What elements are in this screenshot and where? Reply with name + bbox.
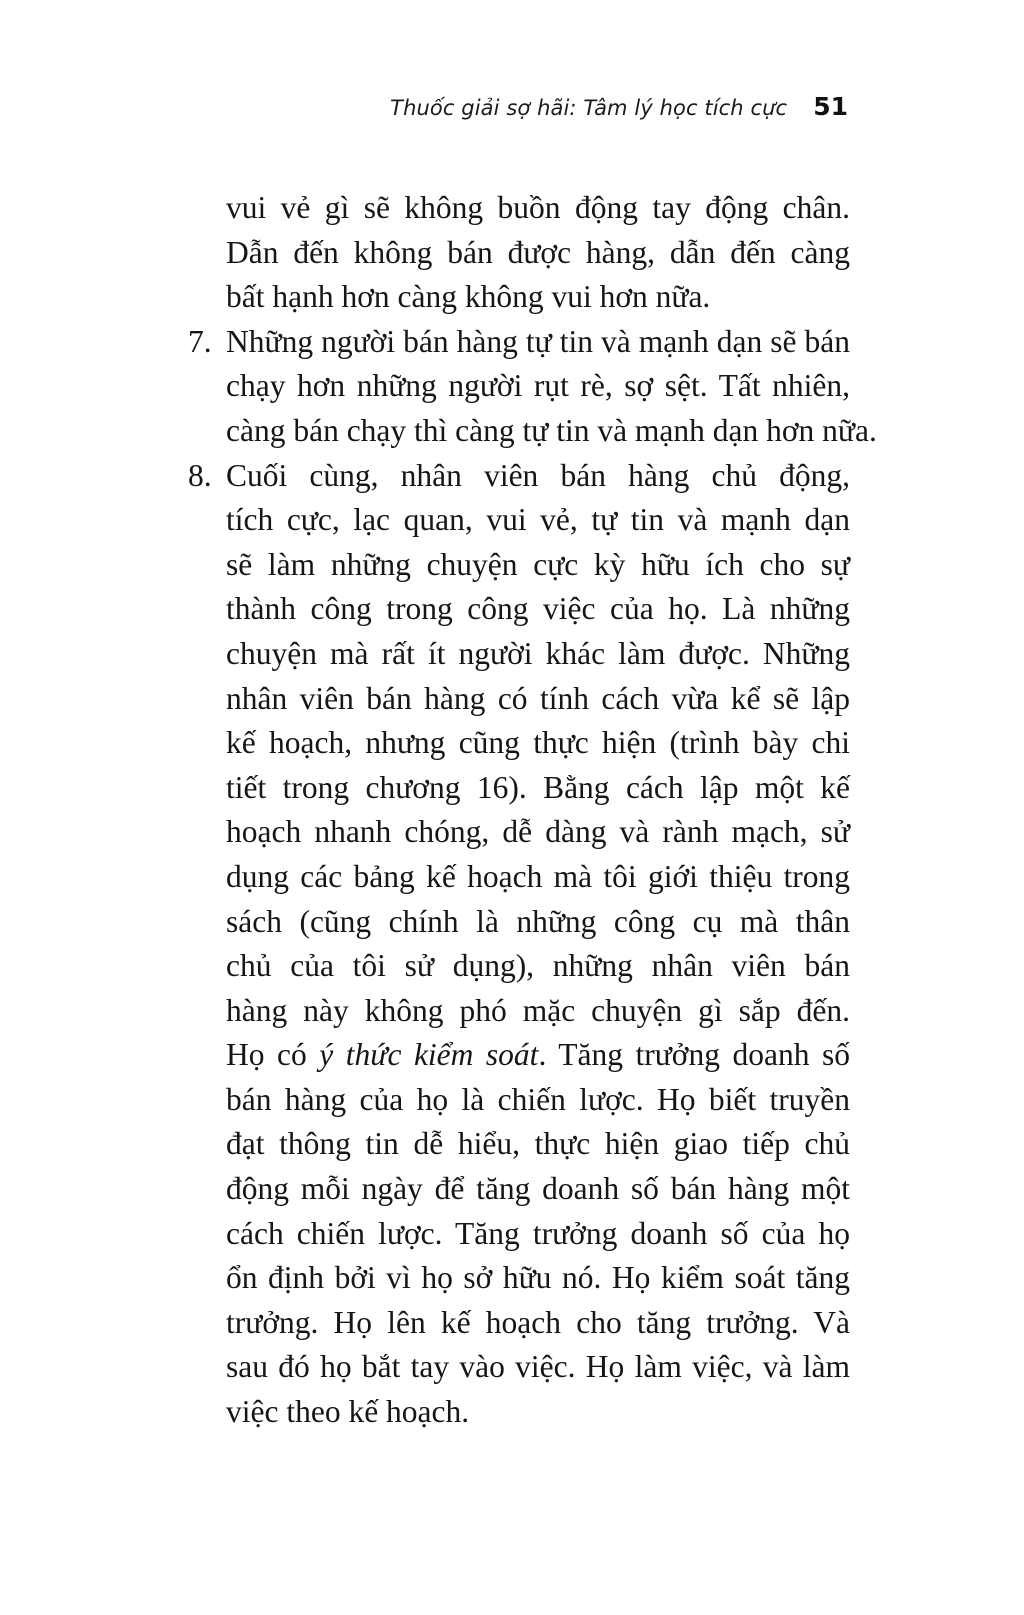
text-line: chạy hơn những người rụt rè, sợ sệt. Tất nhiên,	[226, 368, 850, 404]
text-run: . Tăng trưởng doanh số	[538, 1037, 850, 1073]
page-number: 51	[813, 92, 848, 121]
text-line: hàng này không phó mặc chuyện gì sắp đến.	[226, 992, 850, 1028]
text-line: sẽ làm những chuyện cực kỳ hữu ích cho sự	[226, 546, 850, 582]
text-line: cách chiến lược. Tăng trưởng doanh số của họ	[226, 1215, 850, 1251]
text-line: việc theo kế hoạch.	[226, 1394, 470, 1430]
text-line: bất hạnh hơn càng không vui hơn nữa.	[226, 279, 711, 315]
text-line: nhân viên bán hàng có tính cách vừa kể sẽ lập	[226, 680, 850, 716]
text-line: ổn định bởi vì họ sở hữu nó. Họ kiểm soát tăng	[226, 1260, 850, 1296]
text-line: sách (cũng chính là những công cụ mà thân	[226, 903, 850, 939]
list-marker: 7.	[188, 323, 212, 359]
text-line: Dẫn đến không bán được hàng, dẫn đến càng	[226, 234, 850, 270]
text-line: bán hàng của họ là chiến lược. Họ biết truyền	[226, 1081, 850, 1117]
text-line: kế hoạch, nhưng cũng thực hiện (trình bày chi	[226, 725, 850, 761]
text-line: trưởng. Họ lên kế hoạch cho tăng trưởng. Và	[226, 1304, 850, 1340]
continuation-paragraph	[226, 186, 850, 320]
running-header	[390, 92, 848, 121]
text-line: đạt thông tin dễ hiểu, thực hiện giao tiếp chủ	[226, 1126, 850, 1162]
text-line: động mỗi ngày để tăng doanh số bán hàng một	[226, 1171, 850, 1207]
list-item-text	[226, 454, 850, 1435]
text-run: Họ có	[226, 1037, 320, 1073]
list-item-text	[226, 320, 877, 454]
text-line: tích cực, lạc quan, vui vẻ, tự tin và mạnh dạn	[226, 502, 850, 538]
text-line: vui vẻ gì sẽ không buồn động tay động chân.	[226, 190, 850, 225]
emphasis-text: ý thức kiểm soát	[319, 1037, 539, 1073]
text-line: chủ của tôi sử dụng), những nhân viên bán	[226, 948, 850, 984]
text-line: Những người bán hàng tự tin và mạnh dạn sẽ bán	[226, 323, 850, 359]
text-line: thành công trong công việc của họ. Là những	[226, 591, 850, 627]
text-line: sau đó họ bắt tay vào việc. Họ làm việc, và làm	[226, 1349, 850, 1385]
text-line: chuyện mà rất ít người khác làm được. Những	[226, 635, 850, 671]
list-item-7	[188, 320, 877, 454]
text-line: hoạch nhanh chóng, dễ dàng và rành mạch, sử	[226, 814, 850, 850]
list-marker: 8.	[188, 457, 212, 493]
text-line: tiết trong chương 16). Bằng cách lập một kế	[226, 769, 850, 805]
text-line: dụng các bảng kế hoạch mà tôi giới thiệu trong	[226, 858, 850, 894]
text-line: Cuối cùng, nhân viên bán hàng chủ động,	[226, 457, 850, 493]
text-line-with-emphasis	[226, 1033, 850, 1078]
chapter-title: Thuốc giải sợ hãi: Tâm lý học tích cực	[390, 96, 788, 120]
text-line: càng bán chạy thì càng tự tin và mạnh dạn hơn nữa.	[226, 412, 877, 448]
page-body	[188, 186, 877, 1435]
list-item-8	[188, 454, 850, 1435]
